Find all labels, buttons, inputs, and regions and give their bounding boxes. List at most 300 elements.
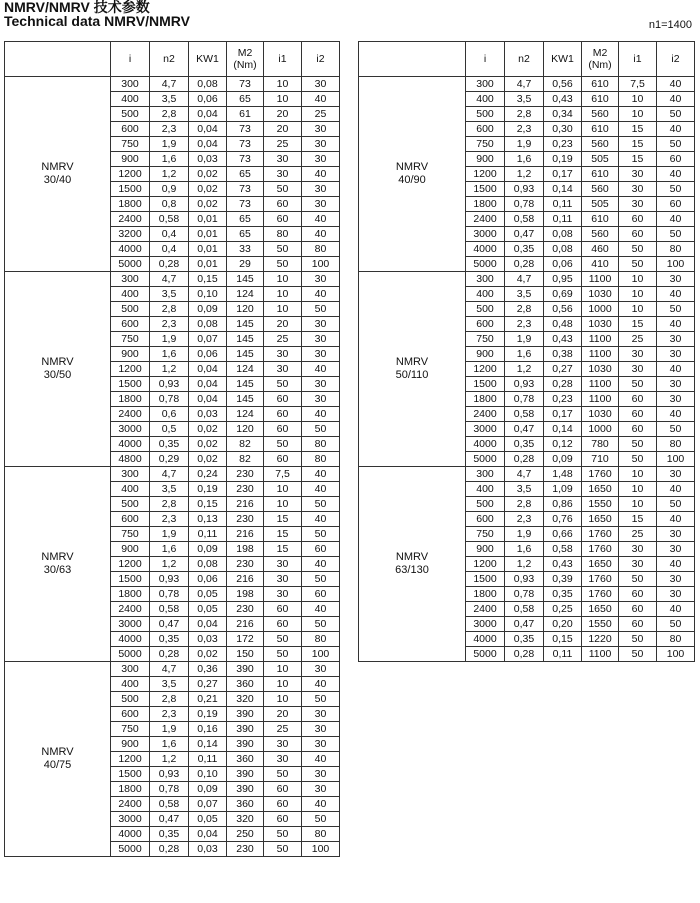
cell-i2: 80 [302,827,340,842]
cell-n2: 2,8 [150,302,189,317]
cell-i2: 50 [657,497,695,512]
cell-n2: 2,3 [150,317,189,332]
cell-i1: 30 [264,347,302,362]
cell-i2: 50 [657,137,695,152]
cell-m2: 73 [227,152,264,167]
cell-i1: 15 [619,317,657,332]
cell-i2: 100 [657,647,695,662]
cell-i1: 25 [619,332,657,347]
cell-i2: 40 [657,167,695,182]
cell-kw1: 0,21 [189,692,227,707]
cell-i1: 50 [264,632,302,647]
cell-kw1: 0,08 [544,242,582,257]
cell-i: 900 [111,542,150,557]
cell-i: 300 [466,77,505,92]
cell-m2: 82 [227,452,264,467]
cell-i2: 40 [302,482,340,497]
cell-n2: 1,6 [150,347,189,362]
cell-i1: 30 [619,362,657,377]
cell-i: 500 [466,107,505,122]
cell-n2: 3,5 [150,482,189,497]
cell-m2: 1030 [582,362,619,377]
cell-i2: 30 [657,572,695,587]
cell-m2: 610 [582,167,619,182]
cell-i1: 60 [619,392,657,407]
cell-kw1: 0,02 [189,197,227,212]
cell-i1: 50 [264,182,302,197]
cell-i: 5000 [466,257,505,272]
cell-i: 3000 [466,617,505,632]
cell-i2: 40 [302,677,340,692]
cell-i1: 30 [619,347,657,362]
cell-m2: 610 [582,212,619,227]
cell-i: 300 [466,467,505,482]
cell-i: 3000 [466,227,505,242]
cell-i1: 50 [619,452,657,467]
cell-n2: 3,5 [505,287,544,302]
cell-i: 300 [111,467,150,482]
cell-n2: 0,58 [505,212,544,227]
cell-n2: 2,3 [505,512,544,527]
cell-i1: 60 [264,422,302,437]
cell-m2: 65 [227,167,264,182]
cell-n2: 4,7 [150,662,189,677]
cell-i2: 50 [302,617,340,632]
cell-i: 400 [466,92,505,107]
cell-m2: 1100 [582,272,619,287]
cell-i2: 40 [657,557,695,572]
cell-n2: 4,7 [150,272,189,287]
cell-i2: 60 [657,152,695,167]
cell-i1: 50 [264,647,302,662]
cell-i: 750 [111,527,150,542]
cell-i2: 40 [302,752,340,767]
cell-i: 3000 [111,422,150,437]
cell-i1: 10 [264,497,302,512]
cell-i2: 100 [657,452,695,467]
model-label: NMRV 50/110 [359,272,466,467]
cell-m2: 230 [227,842,264,857]
cell-i2: 40 [657,287,695,302]
cell-n2: 0,78 [150,392,189,407]
cell-i1: 60 [264,197,302,212]
cell-m2: 505 [582,152,619,167]
cell-kw1: 0,07 [189,797,227,812]
cell-kw1: 0,14 [544,182,582,197]
cell-i: 3000 [466,422,505,437]
cell-i1: 30 [264,167,302,182]
cell-i: 400 [111,92,150,107]
cell-n2: 1,6 [505,152,544,167]
cell-i1: 60 [619,587,657,602]
cell-n2: 1,2 [150,362,189,377]
cell-i1: 30 [264,737,302,752]
cell-m2: 145 [227,272,264,287]
cell-i: 750 [111,137,150,152]
cell-i2: 30 [657,542,695,557]
cell-kw1: 0,13 [189,512,227,527]
cell-kw1: 0,05 [189,602,227,617]
cell-i2: 50 [657,422,695,437]
cell-m2: 216 [227,617,264,632]
cell-i: 4000 [466,632,505,647]
cell-m2: 1650 [582,512,619,527]
cell-n2: 0,29 [150,452,189,467]
cell-kw1: 0,23 [544,392,582,407]
cell-kw1: 0,03 [189,152,227,167]
cell-i1: 30 [264,572,302,587]
cell-n2: 0,28 [150,842,189,857]
cell-kw1: 0,23 [544,137,582,152]
cell-m2: 230 [227,467,264,482]
cell-i1: 10 [264,77,302,92]
cell-n2: 3,5 [150,677,189,692]
cell-i1: 10 [264,662,302,677]
cell-kw1: 0,02 [189,167,227,182]
cell-m2: 150 [227,647,264,662]
cell-i: 500 [466,497,505,512]
cell-i: 500 [111,302,150,317]
cell-kw1: 0,04 [189,617,227,632]
cell-i2: 80 [657,632,695,647]
cell-m2: 780 [582,437,619,452]
cell-n2: 0,9 [150,182,189,197]
table-row [5,467,340,482]
cell-n2: 2,8 [505,302,544,317]
cell-kw1: 0,11 [189,527,227,542]
cell-m2: 124 [227,362,264,377]
model-label: NMRV 40/75 [5,662,111,857]
cell-i1: 10 [619,272,657,287]
cell-n2: 4,7 [505,272,544,287]
cell-n2: 0,28 [150,647,189,662]
cell-n2: 0,78 [150,782,189,797]
cell-kw1: 0,02 [189,647,227,662]
cell-i2: 60 [657,197,695,212]
table-row [359,272,695,287]
cell-i: 2400 [111,602,150,617]
cell-m2: 73 [227,197,264,212]
cell-i: 5000 [111,257,150,272]
cell-i2: 30 [302,347,340,362]
cell-n2: 0,78 [505,587,544,602]
cell-m2: 1030 [582,287,619,302]
cell-kw1: 0,36 [189,662,227,677]
cell-kw1: 0,11 [189,752,227,767]
cell-kw1: 0,43 [544,332,582,347]
cell-i: 600 [466,122,505,137]
cell-m2: 505 [582,197,619,212]
cell-m2: 1650 [582,482,619,497]
cell-i1: 60 [619,227,657,242]
model-label: NMRV 30/50 [5,272,111,467]
cell-i: 300 [111,662,150,677]
cell-i1: 60 [619,212,657,227]
cell-i1: 30 [264,362,302,377]
cell-kw1: 0,19 [189,707,227,722]
page-title-en: Technical data NMRV/NMRV [4,13,190,29]
cell-m2: 216 [227,527,264,542]
cell-i: 5000 [466,452,505,467]
cell-m2: 216 [227,497,264,512]
cell-n2: 0,93 [505,182,544,197]
cell-n2: 3,5 [505,92,544,107]
cell-kw1: 0,14 [544,422,582,437]
cell-n2: 1,2 [505,167,544,182]
cell-i2: 80 [302,452,340,467]
cell-i2: 30 [302,707,340,722]
cell-n2: 0,93 [505,572,544,587]
cell-n2: 0,4 [150,242,189,257]
cell-m2: 230 [227,512,264,527]
cell-i: 1800 [111,392,150,407]
cell-n2: 0,35 [150,437,189,452]
cell-i: 900 [111,737,150,752]
cell-i1: 60 [264,407,302,422]
cell-i2: 50 [302,692,340,707]
cell-i: 1200 [111,167,150,182]
cell-i2: 40 [657,77,695,92]
cell-n2: 1,9 [505,527,544,542]
cell-i2: 30 [657,377,695,392]
cell-i1: 10 [619,92,657,107]
cell-i1: 60 [264,602,302,617]
cell-i1: 10 [619,302,657,317]
cell-m2: 360 [227,752,264,767]
page-title-cn: NMRV/NMRV 技术参数 [4,0,150,15]
cell-kw1: 0,02 [189,422,227,437]
cell-m2: 29 [227,257,264,272]
cell-kw1: 0,06 [189,92,227,107]
cell-i1: 30 [619,167,657,182]
cell-i2: 100 [302,257,340,272]
cell-m2: 560 [582,182,619,197]
cell-m2: 1100 [582,392,619,407]
cell-i1: 30 [619,542,657,557]
cell-i2: 30 [302,782,340,797]
cell-n2: 2,8 [150,107,189,122]
cell-m2: 172 [227,632,264,647]
cell-i1: 7,5 [264,467,302,482]
cell-i1: 60 [264,452,302,467]
cell-i1: 10 [264,272,302,287]
cell-i: 400 [111,677,150,692]
cell-i: 400 [466,482,505,497]
cell-i: 1800 [111,587,150,602]
cell-kw1: 0,56 [544,302,582,317]
cell-i: 900 [466,152,505,167]
cell-m2: 145 [227,377,264,392]
cell-kw1: 0,06 [189,347,227,362]
cell-i1: 50 [264,242,302,257]
cell-kw1: 0,08 [189,317,227,332]
cell-m2: 1220 [582,632,619,647]
cell-m2: 250 [227,827,264,842]
cell-m2: 198 [227,587,264,602]
cell-m2: 610 [582,92,619,107]
cell-n2: 0,58 [505,602,544,617]
cell-i1: 60 [619,407,657,422]
cell-i2: 30 [657,347,695,362]
cell-i1: 50 [264,377,302,392]
cell-kw1: 0,56 [544,77,582,92]
cell-kw1: 0,07 [189,332,227,347]
cell-i1: 50 [619,647,657,662]
cell-i: 2400 [111,797,150,812]
cell-kw1: 0,09 [544,452,582,467]
cell-i2: 30 [302,737,340,752]
cell-i: 4000 [466,242,505,257]
header-row [359,42,695,77]
cell-kw1: 0,43 [544,92,582,107]
cell-i1: 10 [264,482,302,497]
cell-i1: 30 [264,557,302,572]
cell-i2: 50 [657,617,695,632]
cell-m2: 390 [227,767,264,782]
cell-i1: 20 [264,317,302,332]
cell-n2: 0,28 [505,452,544,467]
cell-i2: 30 [302,182,340,197]
cell-n2: 0,47 [505,422,544,437]
cell-i1: 60 [619,602,657,617]
cell-i: 300 [111,77,150,92]
cell-i2: 60 [302,587,340,602]
cell-n2: 0,8 [150,197,189,212]
cell-i2: 80 [302,632,340,647]
header-i2: i2 [657,42,695,77]
cell-i2: 40 [302,512,340,527]
cell-kw1: 0,24 [189,467,227,482]
cell-kw1: 0,04 [189,137,227,152]
cell-i: 500 [111,497,150,512]
cell-i: 4800 [111,452,150,467]
header-i2: i2 [302,42,340,77]
cell-i2: 50 [302,572,340,587]
cell-i2: 50 [657,182,695,197]
cell-n2: 2,3 [150,707,189,722]
cell-kw1: 0,19 [189,482,227,497]
cell-kw1: 0,08 [544,227,582,242]
cell-i1: 10 [264,692,302,707]
cell-i1: 50 [264,437,302,452]
cell-i: 1500 [111,767,150,782]
cell-i1: 15 [619,122,657,137]
cell-i1: 30 [264,152,302,167]
cell-i2: 50 [302,812,340,827]
cell-n2: 0,78 [505,197,544,212]
header-kw1: KW1 [189,42,227,77]
cell-n2: 0,58 [505,407,544,422]
cell-kw1: 0,05 [189,812,227,827]
cell-i: 1500 [111,572,150,587]
cell-i: 750 [111,722,150,737]
cell-kw1: 0,03 [189,842,227,857]
cell-i1: 25 [264,332,302,347]
cell-m2: 73 [227,77,264,92]
cell-i1: 20 [264,122,302,137]
cell-m2: 73 [227,137,264,152]
cell-i1: 50 [264,767,302,782]
cell-i: 2400 [111,212,150,227]
cell-i: 1200 [111,362,150,377]
cell-m2: 65 [227,227,264,242]
header-i1: i1 [619,42,657,77]
model-label: NMRV 40/90 [359,77,466,272]
cell-m2: 65 [227,212,264,227]
cell-n2: 2,3 [505,122,544,137]
cell-m2: 33 [227,242,264,257]
cell-i: 1200 [111,557,150,572]
cell-n2: 1,9 [150,137,189,152]
cell-i1: 20 [264,107,302,122]
cell-i2: 80 [657,437,695,452]
cell-n2: 0,28 [150,257,189,272]
model-label: NMRV 30/40 [5,77,111,272]
cell-m2: 216 [227,572,264,587]
cell-i2: 100 [657,257,695,272]
cell-i1: 50 [619,437,657,452]
cell-i1: 50 [264,842,302,857]
cell-i1: 30 [619,557,657,572]
cell-kw1: 0,15 [189,272,227,287]
cell-n2: 2,8 [150,497,189,512]
cell-i: 1500 [111,182,150,197]
cell-i2: 50 [657,107,695,122]
cell-i: 1200 [466,167,505,182]
cell-m2: 320 [227,812,264,827]
cell-i: 1800 [466,392,505,407]
cell-i: 1200 [111,752,150,767]
cell-m2: 1760 [582,467,619,482]
cell-i1: 60 [619,617,657,632]
cell-m2: 390 [227,707,264,722]
cell-n2: 0,78 [150,587,189,602]
cell-m2: 230 [227,482,264,497]
cell-i1: 10 [619,287,657,302]
cell-i2: 25 [302,107,340,122]
cell-i1: 50 [619,572,657,587]
cell-i: 900 [111,347,150,362]
cell-i1: 50 [619,377,657,392]
cell-m2: 120 [227,302,264,317]
cell-i1: 30 [619,197,657,212]
cell-i: 1500 [466,182,505,197]
cell-i1: 10 [264,92,302,107]
cell-n2: 0,93 [505,377,544,392]
cell-kw1: 0,48 [544,317,582,332]
cell-i: 400 [111,482,150,497]
cell-kw1: 0,04 [189,107,227,122]
cell-kw1: 0,38 [544,347,582,362]
cell-i: 900 [466,347,505,362]
technical-data-table-left [4,41,340,857]
cell-i2: 40 [302,557,340,572]
cell-m2: 1760 [582,587,619,602]
cell-kw1: 0,06 [189,572,227,587]
cell-i: 500 [111,692,150,707]
cell-i1: 15 [619,152,657,167]
cell-n2: 1,2 [150,557,189,572]
cell-i: 750 [111,332,150,347]
cell-i1: 15 [619,512,657,527]
cell-kw1: 0,95 [544,272,582,287]
cell-m2: 1550 [582,497,619,512]
cell-m2: 61 [227,107,264,122]
cell-kw1: 0,34 [544,107,582,122]
cell-m2: 124 [227,407,264,422]
cell-i: 4000 [111,827,150,842]
table-row [5,272,340,287]
